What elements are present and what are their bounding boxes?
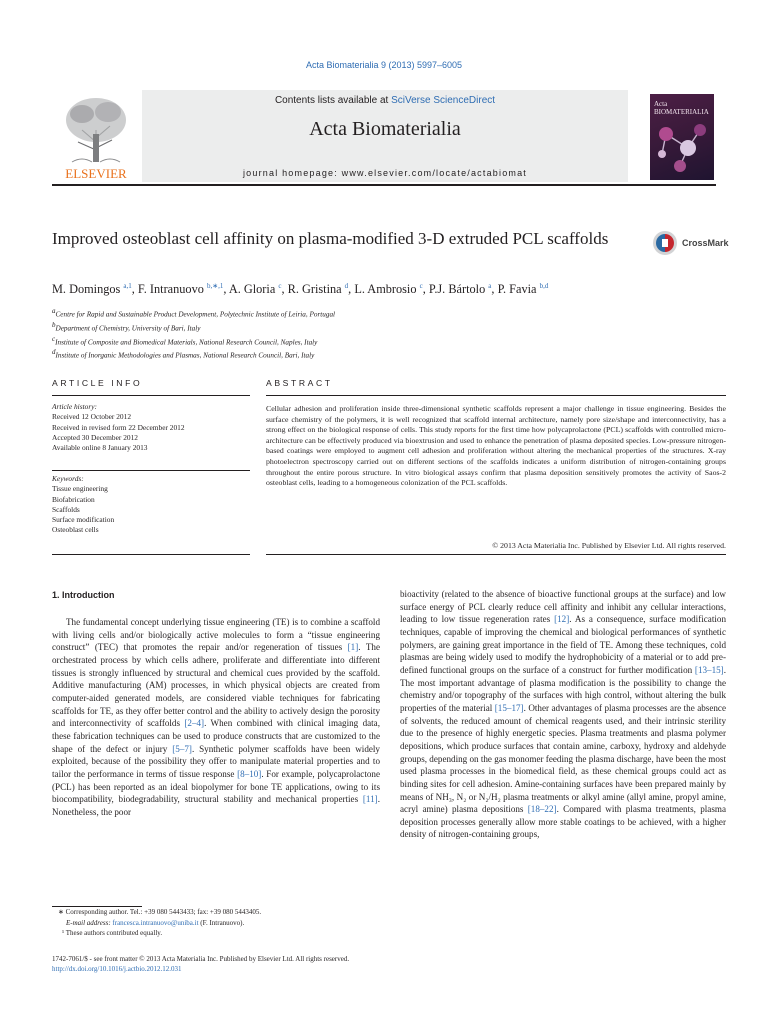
affiliation: $^a$Centre for Rapid and Sustainable Product Development, Polytechnic Institute of Leiria, Portugal <box>52 307 336 319</box>
article-history <box>52 402 250 453</box>
author[interactable]: A. Gloria $^c$ <box>228 282 282 297</box>
publisher-wordmark: ELSEVIER <box>65 166 127 181</box>
history-item: Received in revised form 22 December 2012 <box>52 422 185 432</box>
article-info-heading: ARTICLE INFO <box>52 378 143 388</box>
body-text: . The most important advantage of plasma modification is the possibility to change the chemistry and/or topography of the surfaces with high control, without altering the bulk properties of the material <box>400 664 726 713</box>
keyword: Scaffolds <box>52 504 80 514</box>
header-rule <box>52 184 716 186</box>
divider <box>266 554 726 555</box>
crossmark-label: CrossMark <box>682 238 729 248</box>
keyword: Biofabrication <box>52 494 95 504</box>
author[interactable]: R. Gristina $^d$ <box>287 282 349 297</box>
abstract-heading: ABSTRACT <box>266 378 333 388</box>
journal-cover-image <box>650 94 714 180</box>
history-item: Received 12 October 2012 <box>52 412 132 422</box>
body-column-right <box>400 588 726 841</box>
author[interactable]: F. Intranuovo $^{b,∗,1}$ <box>137 282 224 297</box>
keyword: Tissue engineering <box>52 484 108 494</box>
history-label: Article history: <box>52 402 97 411</box>
body-text: . The orchestrated process by which cells adhere, proliferate and differentiate into different tissues is strongly influenced by structural and chemical cues provided by the scaffold. Additive manufacturing (AM) processes, in which physical objects are created from computer-aided generated models, are considered viable techniques for fabricating scaffolds for TE, as they offer better control and the ability to actively design the porosity and interconnectivity of scaffolds <box>52 642 380 729</box>
affiliations <box>52 306 722 361</box>
divider <box>52 470 250 471</box>
author[interactable]: P.J. Bártolo $^a$ <box>428 282 492 297</box>
journal-citation[interactable]: Acta Biomaterialia 9 (2013) 5997–6005 <box>305 60 463 70</box>
body-text: . For example, polycaprolactone (PCL) has been reported as an ideal biopolymer for bone TE applications, owing to its biocompatibility, biodegradability, structural stability and mechanical properties <box>52 768 380 805</box>
citation-link[interactable]: [18–22] <box>527 804 557 815</box>
issn-line: 1742-7061/$ - see front matter © 2013 Acta Materialia Inc. Published by Elsevier Ltd. All rights reserved. <box>52 955 350 963</box>
body-column-left <box>52 616 380 819</box>
sciencedirect-link[interactable]: SciVerse ScienceDirect <box>391 95 496 106</box>
journal-title-band <box>142 90 628 182</box>
body-text: . Nonetheless, the poor <box>52 794 380 817</box>
author[interactable]: M. Domingos $^{a,1}$ <box>52 282 132 297</box>
corresponding-author-note: ∗ Corresponding author. Tel.: +39 080 5443433; fax: +39 080 5443405. <box>58 908 262 916</box>
affiliation: $^d$Institute of Inorganic Methodologies and Plasmas, National Research Council, Bari, Italy <box>52 348 315 360</box>
citation-link[interactable]: [8–10] <box>237 768 262 779</box>
keyword: Surface modification <box>52 515 115 525</box>
abstract-text: Cellular adhesion and proliferation inside three-dimensional synthetic scaffolds represent a major challenge in tissue engineering. Besides the surface chemistry of the polymers, it is well recognized that scaffold internal architecture, namely pore size/shape and interconnectivity, has a strong effect on the biological response of cells. This study reports for the first time how polycaprolactone (PCL) scaffolds with controlled micro-architecture can be effectively produced via bioextrusion and used to enhance the penetration of plasma deposited species. Low-pressure nitrogen-based coatings were employed to augment cell adhesion and proliferation without altering the mechanical properties of the structures. X-ray photoelectron spectroscopy carried out on different sections of the scaffolds indicates a uniform distribution of nitrogen-containing groups throughout the entire porous structure. In vitro biological assays confirm that plasma deposition sensitively promotes the activity of Saos-2 osteoblast cells, leading to a homogeneous colonization of the PCL scaffolds. <box>266 404 726 488</box>
body-text: . As a consequence, surface modification techniques, capable of improving the chemical and biological performances of synthetic polymers, are gaining great importance in the field of TE. Among these techniques, cold plasmas are being widely used to modify the hydrophobicity of a material or to add pre-defined functional groups on the surface of a construct for further modification <box>400 614 726 675</box>
doi-link[interactable]: http://dx.doi.org/10.1016/j.actbio.2012.12.031 <box>52 965 182 973</box>
body-text: . Compared with plasma treatments, plasma deposition processes generally allow more stable coatings to be achieved, with a higher density of nitrogen-containing groups, <box>400 804 726 840</box>
footnotes <box>52 907 380 939</box>
author[interactable]: P. Favia $^{b,d}$ <box>497 282 549 297</box>
elsevier-logo <box>52 90 140 182</box>
contents-prefix: Contents lists available at <box>274 95 392 106</box>
crossmark-badge[interactable] <box>652 230 732 258</box>
author[interactable]: L. Ambrosio $^c$ <box>354 282 423 297</box>
keywords <box>52 474 250 536</box>
citation-link[interactable]: [11] <box>362 794 378 805</box>
section-heading: 1. Introduction <box>52 590 115 600</box>
body-text: . Synthetic polymer scaffolds have been widely exploited, because of the possibility they offer to manipulate material properties and to tailor the performance in terms of tissue response <box>52 743 380 779</box>
journal-title: Acta Biomaterialia <box>309 118 461 140</box>
affiliation: $^b$Department of Chemistry, University of Bari, Italy <box>52 320 201 333</box>
body-text: bioactivity (related to the absence of bioactive functional groups at the surface) and low surface energy of PCL clearly reduce cell affinity and inhibit any cellular interactions, leading to low tissue regeneration rates <box>400 589 726 625</box>
keywords-label: Keywords: <box>52 474 84 483</box>
body-text: The fundamental concept underlying tissue engineering (TE) is to combine a scaffold with living cells and/or biologically active molecules to form a “tissue engineering construct” (TEC) that promotes the repair and/or regeneration of tissues <box>52 617 380 653</box>
body-text: . Other advantages of plasma processes are the absence of solvents, the reduced amount of chemical reagents used, and their intrinsic sterility due to the presence of highly energetic species. Plasma treatments and plasma polymer depositions, which produce surfaces that contain amine, carboxy, hydroxy and aldehyde groups, depending on the gas monomer feeding the plasma discharge, have been the most used plasma processes in the biomedical field, as these chemical groups could act as binding sites for cell adhesion. Amine-containing surfaces have been prepared mainly by means of NH₃, N₂ or N₂/H₂ plasma treatments or alkyl amine (allyl amine, propyl amine, acryl amine) plasma depositions <box>400 702 726 815</box>
divider <box>52 395 250 396</box>
author-list: M. Domingos $^{a,1}$, F. Intranuovo $^{b,∗,1}$, A. Gloria $^c$, R. Gristina $^d$, L. Ambrosio $^c$, P.J. Bártolo $^a$, P. Favia $^{b,d}$ <box>52 282 549 297</box>
contents-line <box>142 95 628 106</box>
abstract-copyright: © 2013 Acta Materialia Inc. Published by Elsevier Ltd. All rights reserved. <box>492 541 726 550</box>
article-title: Improved osteoblast cell affinity on plasma-modified 3-D extruded PCL scaffolds <box>52 229 609 248</box>
citation-link[interactable]: [12] <box>554 614 570 625</box>
citation-link[interactable]: [2–4] <box>184 718 205 729</box>
page-footer <box>52 954 692 974</box>
divider <box>52 554 250 555</box>
email-link[interactable]: francesca.intranuovo@uniba.it <box>112 918 199 927</box>
keyword: Osteoblast cells <box>52 525 99 535</box>
equal-contribution-note: ¹ These authors contributed equally. <box>62 929 163 937</box>
journal-header <box>52 90 716 186</box>
citation-link[interactable]: [5–7] <box>172 743 192 754</box>
history-item: Accepted 30 December 2012 <box>52 432 138 442</box>
history-item: Available online 8 January 2013 <box>52 443 148 453</box>
citation-link[interactable]: [1] <box>347 642 359 653</box>
citation-link[interactable]: [13–15] <box>694 664 724 675</box>
crossmark-icon <box>652 230 678 256</box>
divider <box>266 395 726 396</box>
affiliation: $^c$Institute of Composite and Biomedical Materials, National Research Council, Naples, Italy <box>52 334 318 346</box>
citation-link[interactable]: [15–17] <box>494 702 524 713</box>
email-note: E-mail address: francesca.intranuovo@uniba.it (F. Intranuovo). <box>66 918 245 927</box>
journal-homepage[interactable]: journal homepage: www.elsevier.com/locate/actabiomat <box>242 168 528 178</box>
body-text: . When combined with clinical imaging data, these fabrication techniques can be used to produce constructs that are customized to the shape of the defect or injury <box>52 718 380 754</box>
cover-title: Acta BIOMATERIALIA <box>654 100 709 116</box>
